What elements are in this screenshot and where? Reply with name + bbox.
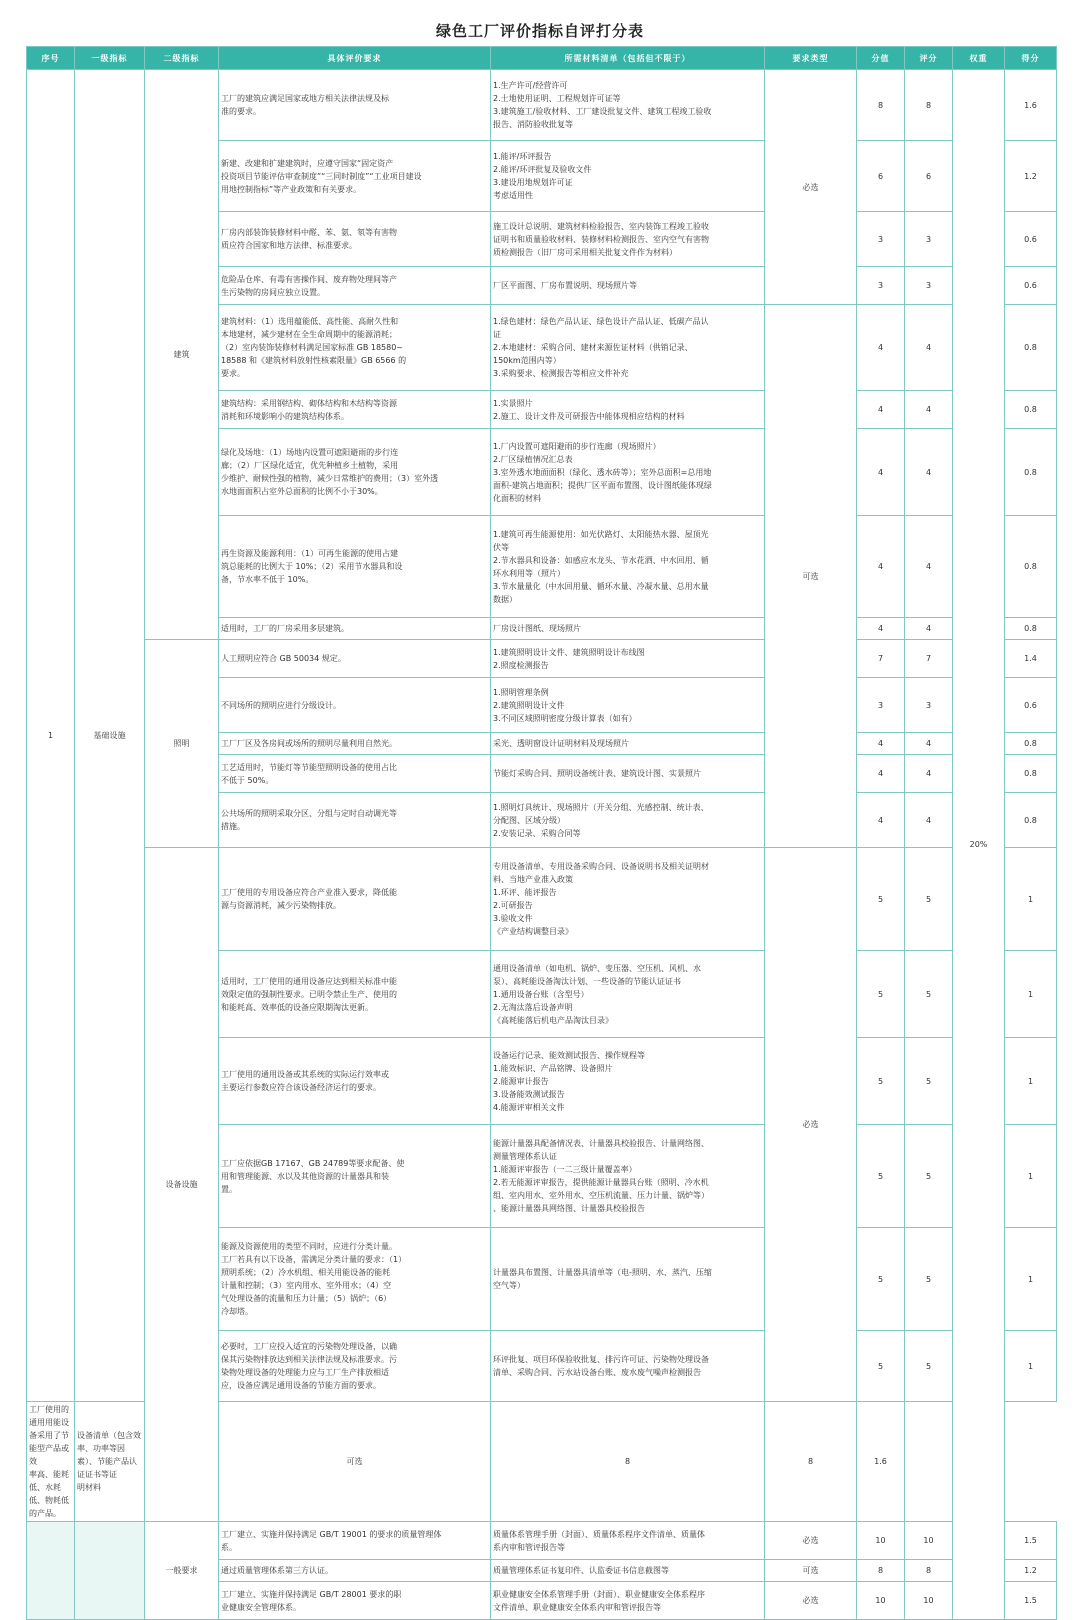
- level2-lighting: 照明: [145, 640, 219, 848]
- rating-cell: 7: [905, 640, 953, 678]
- materials-cell: 采光、透明窗设计证明材料及现场照片: [491, 733, 765, 755]
- materials-cell: 1.生产许可/经营许可 2.土地使用证明、工程规划许可证等 3.建筑施工/验收材料、工厂建设批复文件、建筑工程竣工验收 报告、消防验收批复等: [491, 70, 765, 141]
- col-header-level1: 一级指标: [75, 47, 145, 70]
- score-cell: 3: [857, 212, 905, 267]
- score-cell: 8: [491, 1402, 765, 1522]
- requirement-cell: 工厂使用的通用设备或其系统的实际运行效率或 主要运行参数应符合该设备经济运行的要求。: [219, 1038, 491, 1125]
- result-cell: 0.8: [1005, 516, 1057, 618]
- materials-cell: 厂房设计图纸、现场照片: [491, 618, 765, 640]
- requirement-cell: 适用时，工厂的厂房采用多层建筑。: [219, 618, 491, 640]
- materials-cell: 通用设备清单（如电机、锅炉、变压器、空压机、风机、水 泵）、高耗能设备淘汰计划、一些设备的节能认证证书 1.通用设备台账（含型号） 2.无淘汰落后设备声明 《高耗能落后机电产品淘汰目录》: [491, 951, 765, 1038]
- score-cell: 5: [857, 1331, 905, 1402]
- result-cell: 1: [1005, 848, 1057, 951]
- score-cell: 4: [857, 516, 905, 618]
- result-cell: 0.8: [1005, 618, 1057, 640]
- rating-cell: 4: [905, 391, 953, 429]
- result-cell: 1.6: [1005, 70, 1057, 141]
- type-cell: 必选: [765, 70, 857, 305]
- requirement-cell: 工厂建立、实施并保持满足 GB/T 28001 要求的职 业健康安全管理体系。: [219, 1582, 491, 1620]
- materials-cell: 1.绿色建材：绿色产品认证、绿色设计产品认证、低碳产品认 证 2.本地建材：采购合同、建材来源佐证材料（供销记录、 150km范围内等） 3.采购要求、检测报告等相应文件补充: [491, 305, 765, 391]
- rating-cell: 5: [905, 951, 953, 1038]
- score-cell: 6: [857, 141, 905, 212]
- requirement-cell: 建筑结构：采用钢结构、砌体结构和木结构等资源 消耗和环境影响小的建筑结构体系。: [219, 391, 491, 429]
- level2-general: 一般要求: [145, 1522, 219, 1620]
- score-cell: 5: [857, 951, 905, 1038]
- result-cell: 0.6: [1005, 267, 1057, 305]
- col-header-weight: 权重: [953, 47, 1005, 70]
- result-cell: 0.6: [1005, 212, 1057, 267]
- materials-cell: 职业健康安全体系管理手册（封面）、职业健康安全体系程序 文件清单、职业健康安全体系内审和管评报告等: [491, 1582, 765, 1620]
- result-cell: 0.8: [1005, 305, 1057, 391]
- requirement-cell: 不同场所的照明应进行分级设计。: [219, 678, 491, 733]
- col-header-score: 分值: [857, 47, 905, 70]
- score-cell: 5: [857, 1228, 905, 1331]
- requirement-cell: 人工照明应符合 GB 50034 规定。: [219, 640, 491, 678]
- rating-cell: 5: [905, 848, 953, 951]
- score-cell: 10: [857, 1582, 905, 1620]
- materials-cell: 1.照明灯具统计、现场照片（开关分组、光感控制、统计表、 分配图、区域分级） 2.安装记录、采购合同等: [491, 793, 765, 848]
- materials-cell: 环评批复、项目环保验收批复、排污许可证、污染物处理设备 清单、采购合同、污水站设备台账、废水废气噪声检测报告: [491, 1331, 765, 1402]
- col-header-result: 得分: [1005, 47, 1057, 70]
- rating-cell: 5: [905, 1038, 953, 1125]
- result-cell: 0.8: [1005, 391, 1057, 429]
- materials-cell: 厂区平面图、厂房布置说明、现场照片等: [491, 267, 765, 305]
- result-cell: 1: [1005, 1228, 1057, 1331]
- requirement-cell: 工厂的建筑应满足国家或地方相关法律法规及标 准的要求。: [219, 70, 491, 141]
- requirement-cell: 再生资源及能源利用：（1）可再生能源的使用占建 筑总能耗的比例大于 10%；（2）采用节水器具和设 备，节水率不低于 10%。: [219, 516, 491, 618]
- result-cell: 0.8: [1005, 429, 1057, 516]
- result-cell: 1.4: [1005, 640, 1057, 678]
- requirement-cell: 工厂使用的通用用能设备采用了节能型产品或效 率高、能耗低、水耗低、物耗低的产品。: [27, 1402, 75, 1522]
- score-cell: 5: [857, 1038, 905, 1125]
- rating-cell: 3: [905, 678, 953, 733]
- score-cell: 4: [857, 305, 905, 391]
- index-cell: 1: [27, 70, 75, 1402]
- score-cell: 4: [857, 755, 905, 793]
- requirement-cell: 能源及资源使用的类型不同时，应进行分类计量。 工厂若具有以下设备，需满足分类计量的要求：（1） 照明系统；（2）冷水机组、相关用能设备的能耗 计量和控制；（3）室内用水、室外用水；（4）空 气处理设备的流量和压力计量；（5）锅炉；（6） 冷却塔。: [219, 1228, 491, 1331]
- rating-cell: 5: [905, 1125, 953, 1228]
- score-cell: 8: [857, 1560, 905, 1582]
- weight-cell: 20%: [953, 70, 1005, 1620]
- requirement-cell: 工厂厂区及各房间或场所的照明尽量利用自然光。: [219, 733, 491, 755]
- col-header-level2: 二级指标: [145, 47, 219, 70]
- requirement-cell: 新建、改建和扩建建筑时，应遵守国家“固定资产 投资项目节能评估审查制度”“三同时制度”“工业项目建设 用地控制指标”等产业政策和有关要求。: [219, 141, 491, 212]
- type-cell: 可选: [219, 1402, 491, 1522]
- score-cell: 4: [857, 391, 905, 429]
- materials-cell: 计量器具布置图、计量器具清单等（电-照明、水、蒸汽、压缩 空气等）: [491, 1228, 765, 1331]
- rating-cell: 4: [905, 618, 953, 640]
- type-cell: 可选: [765, 1560, 857, 1582]
- col-header-rating: 评分: [905, 47, 953, 70]
- table-row: [27, 848, 1057, 951]
- rating-cell: 10: [905, 1582, 953, 1620]
- rating-cell: 4: [905, 305, 953, 391]
- result-cell: 0.6: [1005, 678, 1057, 733]
- rating-cell: 6: [905, 141, 953, 212]
- score-cell: 5: [857, 1125, 905, 1228]
- result-cell: 1.5: [1005, 1582, 1057, 1620]
- materials-cell: 质量体系管理手册（封面）、质量体系程序文件清单、质量体 系内审和管评报告等: [491, 1522, 765, 1560]
- requirement-cell: 必要时，工厂应投入适宜的污染物处理设备，以确 保其污染物排放达到相关法律法规及标准要求。污 染物处理设备的处理能力应与工厂生产排放相适 应，设备应满足通用设备的节能方面的要求。: [219, 1331, 491, 1402]
- result-cell: 1: [1005, 951, 1057, 1038]
- score-cell: 3: [857, 267, 905, 305]
- materials-cell: 设备运行记录、能效测试报告、操作规程等 1.能效标识、产品铭牌、设备照片 2.能源审计报告 3.设备能效测试报告 4.能源评审相关文件: [491, 1038, 765, 1125]
- type-cell: 必选: [765, 1582, 857, 1620]
- materials-cell: 能源计量器具配备情况表、计量器具校验报告、计量网络图、 测量管理体系认证 1.能源评审报告（一二三级计量覆盖率） 2.若无能源评审报告，提供能源计量器具台账（照明、冷水机 组、室内用水、室外用水、空压机流量、压力计量、锅炉等） 、能源计量器具网络图、计量器具校验报告: [491, 1125, 765, 1228]
- materials-cell: 专用设备清单、专用设备采购合同、设备说明书及相关证明材 料、当地产业准入政策 1.环评、能评报告 2.可研报告 3.验收文件 《产业结构调整目录》: [491, 848, 765, 951]
- result-cell: 0.8: [1005, 733, 1057, 755]
- result-cell: 1.6: [857, 1402, 905, 1522]
- score-cell: 8: [857, 70, 905, 141]
- materials-cell: 1.照明管理条例 2.建筑照明设计文件 3.不同区域照明密度分级计算表（如有）: [491, 678, 765, 733]
- rating-cell: 4: [905, 733, 953, 755]
- col-header-materials: 所需材料清单（包括但不限于）: [491, 47, 765, 70]
- result-cell: 1.2: [1005, 141, 1057, 212]
- score-cell: 5: [857, 848, 905, 951]
- result-cell: 1.2: [1005, 1560, 1057, 1582]
- page-title: 绿色工厂评价指标自评打分表: [435, 22, 644, 40]
- table-row: [27, 640, 1057, 678]
- materials-cell: 1.建筑可再生能源使用：如光伏路灯、太阳能热水器、屋顶光 伏等 2.节水器具和设备：如感应水龙头、节水花洒、中水回用、循 环水利用等（照片） 3.节水量量化（中水回用量、循环水量、冷凝水量、总用水量 数据）: [491, 516, 765, 618]
- requirement-cell: 建筑材料：（1）选用蕴能低、高性能、高耐久性和 本地建材，减少建材在全生命周期中的能源消耗； （2）室内装饰装修材料满足国家标准 GB 18580~ 18588 和《建筑材料放射性核素限量》GB 6566 的 要求。: [219, 305, 491, 391]
- rating-cell: 5: [905, 1228, 953, 1331]
- requirement-cell: 工厂建立、实施并保持满足 GB/T 19001 的要求的质量管理体 系。: [219, 1522, 491, 1560]
- header-row: [27, 47, 1057, 70]
- table-row: [27, 70, 1057, 141]
- materials-cell: 1.能评/环评报告 2.能评/环评批复及验收文件 3.建设用地规划许可证 考虑适用性: [491, 141, 765, 212]
- col-header-requirement: 具体评价要求: [219, 47, 491, 70]
- score-cell: 4: [857, 618, 905, 640]
- result-cell: 1: [1005, 1038, 1057, 1125]
- type-cell: 必选: [765, 1522, 857, 1560]
- rating-cell: 8: [905, 70, 953, 141]
- requirement-cell: 适用时，工厂使用的通用设备应达到相关标准中能 效限定值的强制性要求。已明令禁止生产、使用的 和能耗高、效率低的设备应限期淘汰更新。: [219, 951, 491, 1038]
- rating-cell: 4: [905, 755, 953, 793]
- materials-cell: 施工设计总说明、建筑材料检验报告、室内装饰工程竣工验收 证明书和质量验收材料、装修材料检测报告、室内空气有害物 质检测报告（旧厂房可采用相关批复文件作为材料）: [491, 212, 765, 267]
- rating-cell: 4: [905, 429, 953, 516]
- materials-cell: 节能灯采购合同、照明设备统计表、建筑设计图、实景照片: [491, 755, 765, 793]
- col-header-index: 序号: [27, 47, 75, 70]
- rating-cell: 8: [905, 1560, 953, 1582]
- score-table: [26, 46, 1057, 1620]
- rating-cell: 3: [905, 212, 953, 267]
- rating-cell: 8: [765, 1402, 857, 1522]
- materials-cell: 1.实景照片 2.施工、设计文件及可研报告中能体现相应结构的材料: [491, 391, 765, 429]
- materials-cell: 设备清单（包含效率、功率等因素）、节能产品认证证书等证 明材料: [75, 1402, 145, 1522]
- type-cell: 必选: [765, 848, 857, 1402]
- score-cell: 10: [857, 1522, 905, 1560]
- rating-cell: 5: [905, 1331, 953, 1402]
- rating-cell: 4: [905, 793, 953, 848]
- level1-cell: 基础设施: [75, 70, 145, 1402]
- score-cell: 3: [857, 678, 905, 733]
- score-cell: 4: [857, 429, 905, 516]
- score-cell: 7: [857, 640, 905, 678]
- result-cell: 1.5: [1005, 1522, 1057, 1560]
- materials-cell: 质量管理体系证书复印件、认监委证书信息截图等: [491, 1560, 765, 1582]
- level2-equipment: 设备设施: [145, 848, 219, 1522]
- index-cell-empty: [27, 1522, 75, 1620]
- requirement-cell: 通过质量管理体系第三方认证。: [219, 1560, 491, 1582]
- result-cell: 1: [1005, 1331, 1057, 1402]
- result-cell: 0.8: [1005, 793, 1057, 848]
- level2-building: 建筑: [145, 70, 219, 640]
- materials-cell: 1.厂内设置可遮阳避雨的步行连廊（现场照片） 2.厂区绿植情况汇总表 3.室外透水地面面积（绿化、透水砖等）；室外总面积=总用地 面积-建筑占地面积；提供厂区平面布置图、设计图纸能体现绿 化面积的材料: [491, 429, 765, 516]
- requirement-cell: 危险品仓库、有毒有害操作间、废弃物处理间等产 生污染物的房间应独立设置。: [219, 267, 491, 305]
- requirement-cell: 公共场所的照明采取分区、分组与定时自动调光等 措施。: [219, 793, 491, 848]
- table-row: [27, 1522, 1057, 1560]
- requirement-cell: 绿化及场地：（1）场地内设置可遮阳避雨的步行连 廊；（2）厂区绿化适宜，优先种植乡土植物，采用 少维护、耐候性强的植物，减少日常维护的费用；（3）室外透 水地面面积占室外总面积的比例不小于30%。: [219, 429, 491, 516]
- rating-cell: 3: [905, 267, 953, 305]
- score-cell: 4: [857, 733, 905, 755]
- requirement-cell: 厂房内部装饰装修材料中醛、苯、氨、氡等有害物 质应符合国家和地方法律、标准要求。: [219, 212, 491, 267]
- requirement-cell: 工艺适用时，节能灯等节能型照明设备的使用占比 不低于 50%。: [219, 755, 491, 793]
- result-cell: 0.8: [1005, 755, 1057, 793]
- col-header-type: 要求类型: [765, 47, 857, 70]
- score-cell: 4: [857, 793, 905, 848]
- result-cell: 1: [1005, 1125, 1057, 1228]
- level1-cell-empty: [75, 1522, 145, 1620]
- materials-cell: 1.建筑照明设计文件、建筑照明设计布线图 2.照度检测报告: [491, 640, 765, 678]
- type-cell: 可选: [765, 305, 857, 848]
- rating-cell: 4: [905, 516, 953, 618]
- requirement-cell: 工厂应依据GB 17167、GB 24789等要求配备、使 用和管理能源、水以及其他资源的计量器具和装 置。: [219, 1125, 491, 1228]
- rating-cell: 10: [905, 1522, 953, 1560]
- requirement-cell: 工厂使用的专用设备应符合产业准入要求，降低能 源与资源消耗，减少污染物排放。: [219, 848, 491, 951]
